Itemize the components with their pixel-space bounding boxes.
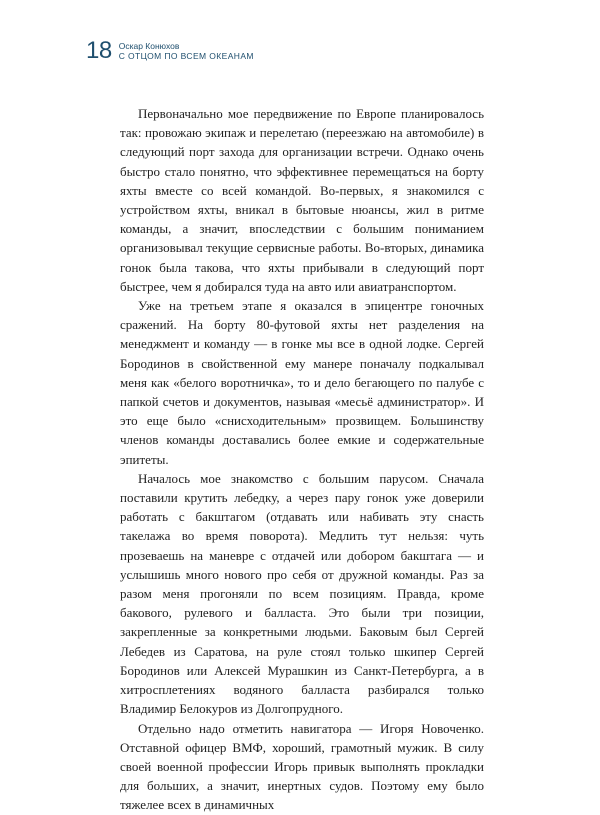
paragraph: Первоначально мое передвижение по Европе планировалось так: провожаю экипаж и перелетаю (переезжаю на автомобиле) в следующий порт захода для организации встречи. Однако очень быстро стало понятно, что эффективнее перемещаться на борту яхты вместе со всей командой. Во-первых, я знакомился с устройством яхты, вникал в бытовые нюансы, жил в ритме команды, а значит, впоследствии с большим пониманием организовывал текущие сервисные работы. Во-вторых, динамика гонок была такова, что яхты прибывали в следующий порт быстрее, чем я добирался туда на авто или авиатранспортом. bbox=[120, 106, 484, 294]
paragraph: Началось мое знакомство с большим парусом. Сначала поставили крутить лебедку, а через пару гонок уже доверили работать с бакштагом (отдавать или набивать эту снасть такелажа во время поворота). Медлить тут нельзя: чуть прозеваешь на маневре с отдачей или добором бакштага — и услышишь много нового про себя от дружной команды. Раз за разом меня прогоняли по всем позициям. Правда, кроме бакового, рулевого и балласта. Это были три позиции, закрепленные за конкретными людьми. Баковым был Сергей Лебедев из Саратова, на руле стоял только шкипер Сергей Бородинов или Алексей Мурашкин из Санкт-Петербурга, а в хитросплетениях водяного балласта разбирался только Владимир Белокуров из Долгопрудного. bbox=[120, 470, 484, 717]
page-number: 18 bbox=[86, 37, 112, 64]
running-header bbox=[86, 38, 254, 64]
header-text bbox=[119, 38, 254, 61]
paragraph: Уже на третьем этапе я оказался в эпицентре гоночных сражений. На борту 80-футовой яхты нет разделения на менеджмент и команду — в гонке мы все в одной лодке. Сергей Бородинов в свойственной ему манере поначалу подкалывал меня как «белого воротничка», то и дело бегающего по палубе с папкой счетов и документов, называя «месьё администратор». И это еще было «снисходительным» прозвищем. Большинству членов команды доставались более емкие и содержательные эпитеты. bbox=[120, 298, 484, 467]
body-text bbox=[120, 104, 484, 815]
paragraph: Отдельно надо отметить навигатора — Игоря Новоченко. Отставной офицер ВМФ, хороший, грамотный мужик. В силу своей военной профессии Игорь привык выполнять прокладки для больших, а значит, инертных судов. Поэтому ему было тяжелее всех в динамичных bbox=[120, 720, 484, 813]
header-author: Оскар Конюхов bbox=[118, 41, 180, 51]
header-book-title: С ОТЦОМ ПО ВСЕМ ОКЕАНАМ bbox=[118, 51, 254, 61]
